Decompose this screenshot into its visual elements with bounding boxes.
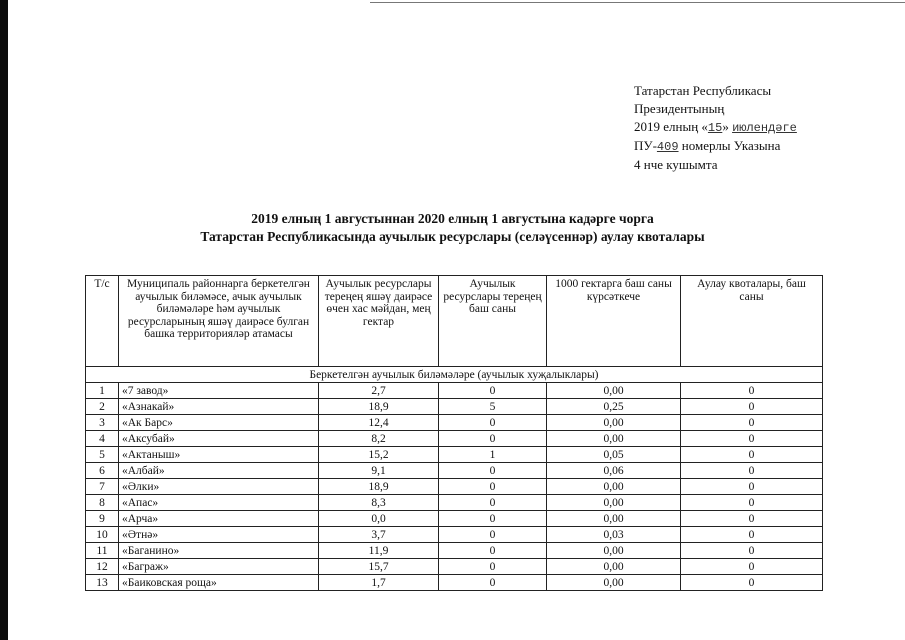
group-row [86,367,823,383]
header-line-republic: Татарстан Республикасы [634,83,772,98]
table-row [86,447,823,463]
row-quota: 0 [681,527,823,543]
row-density: 0,00 [547,431,681,447]
row-area: 15,2 [319,447,439,463]
table-row [86,527,823,543]
row-density: 0,03 [547,527,681,543]
row-area: 15,7 [319,559,439,575]
row-count: 0 [439,543,547,559]
row-area: 12,4 [319,415,439,431]
row-area: 9,1 [319,463,439,479]
row-density: 0,00 [547,559,681,575]
row-quota: 0 [681,383,823,399]
row-density: 0,00 [547,383,681,399]
table-header-row [86,276,823,367]
col-header-name: Муниципаль районнарга беркетелгән аучылык биләмәсе, ачык аучылык биләмәләре һәм аучылык ресурсларының яшәү даирәсе булган башка территорияләр атамасы [119,276,319,367]
row-name: «Баганино» [119,543,319,559]
table-row [86,543,823,559]
date-prefix: 2019 елның « [634,119,708,134]
row-quota: 0 [681,511,823,527]
decree-number: 409 [656,140,679,154]
row-number: 5 [86,447,119,463]
title-line-2: Татарстан Республикасында аучылык ресурслары (селәүсеннәр) аулау квоталары [200,229,705,244]
table-row [86,575,823,591]
row-area: 11,9 [319,543,439,559]
row-number: 8 [86,495,119,511]
row-density: 0,25 [547,399,681,415]
decree-prefix: ПУ- [634,138,657,153]
row-area: 18,9 [319,399,439,415]
row-area: 0,0 [319,511,439,527]
row-quota: 0 [681,431,823,447]
row-number: 10 [86,527,119,543]
row-quota: 0 [681,399,823,415]
row-name: «Азнакай» [119,399,319,415]
row-density: 0,00 [547,575,681,591]
row-density: 0,00 [547,495,681,511]
header-line-president: Президентының [634,101,725,116]
table-row [86,431,823,447]
row-count: 0 [439,559,547,575]
group-label: Беркетелгән аучылык биләмәләре (аучылык хуҗалыклары) [86,367,823,383]
row-name: «Арча» [119,511,319,527]
row-area: 2,7 [319,383,439,399]
row-name: «Әтнә» [119,527,319,543]
row-quota: 0 [681,463,823,479]
row-area: 8,3 [319,495,439,511]
row-name: «7 завод» [119,383,319,399]
table-row [86,559,823,575]
row-name: «Әлки» [119,479,319,495]
row-quota: 0 [681,575,823,591]
row-quota: 0 [681,559,823,575]
table-row [86,511,823,527]
col-header-quota: Аулау квоталары, баш саны [681,276,823,367]
row-count: 0 [439,415,547,431]
row-count: 5 [439,399,547,415]
date-day: 15 [707,121,723,135]
header-line-appendix: 4 нче кушымта [634,157,718,172]
scan-edge [0,0,8,640]
header-line-date [634,118,797,137]
row-count: 0 [439,495,547,511]
row-number: 2 [86,399,119,415]
row-number: 4 [86,431,119,447]
document-title [0,210,905,246]
table-row [86,463,823,479]
row-name: «Баиковская роща» [119,575,319,591]
row-area: 8,2 [319,431,439,447]
row-density: 0,00 [547,479,681,495]
row-name: «Апас» [119,495,319,511]
header-line-decree [634,137,797,156]
table-row [86,479,823,495]
row-count: 0 [439,479,547,495]
table-row [86,399,823,415]
table-row [86,415,823,431]
row-number: 1 [86,383,119,399]
col-header-area: Аучылык ресурслары тереңең яшәү даирәсе өчен хас мәйдан, мең гектар [319,276,439,367]
row-count: 0 [439,575,547,591]
row-quota: 0 [681,495,823,511]
row-number: 9 [86,511,119,527]
col-header-density: 1000 гектарга баш саны күрсәткече [547,276,681,367]
row-quota: 0 [681,447,823,463]
row-density: 0,00 [547,543,681,559]
title-line-1: 2019 елның 1 августыннан 2020 елның 1 августына кадәрге чорга [251,211,654,226]
row-area: 1,7 [319,575,439,591]
top-rule [370,2,905,3]
table-row [86,383,823,399]
row-number: 6 [86,463,119,479]
row-density: 0,00 [547,511,681,527]
quota-table [85,275,823,591]
col-header-number: Т/с [86,276,119,367]
row-number: 12 [86,559,119,575]
row-name: «Баграж» [119,559,319,575]
row-name: «Актаныш» [119,447,319,463]
row-count: 0 [439,383,547,399]
appendix-header [634,82,797,174]
row-density: 0,06 [547,463,681,479]
decree-suffix: номерлы Указына [678,138,781,153]
row-area: 3,7 [319,527,439,543]
row-density: 0,00 [547,415,681,431]
row-area: 18,9 [319,479,439,495]
date-mid: » [722,119,733,134]
row-count: 0 [439,463,547,479]
row-name: «Ак Барс» [119,415,319,431]
table-row [86,495,823,511]
row-count: 0 [439,527,547,543]
row-number: 13 [86,575,119,591]
row-number: 3 [86,415,119,431]
row-quota: 0 [681,543,823,559]
row-name: «Аксубай» [119,431,319,447]
row-number: 7 [86,479,119,495]
row-density: 0,05 [547,447,681,463]
row-quota: 0 [681,415,823,431]
row-count: 0 [439,431,547,447]
row-name: «Албай» [119,463,319,479]
date-month: июлендәге [732,121,797,135]
row-count: 1 [439,447,547,463]
row-count: 0 [439,511,547,527]
row-quota: 0 [681,479,823,495]
row-number: 11 [86,543,119,559]
col-header-count: Аучылык ресурслары тереңең баш саны [439,276,547,367]
